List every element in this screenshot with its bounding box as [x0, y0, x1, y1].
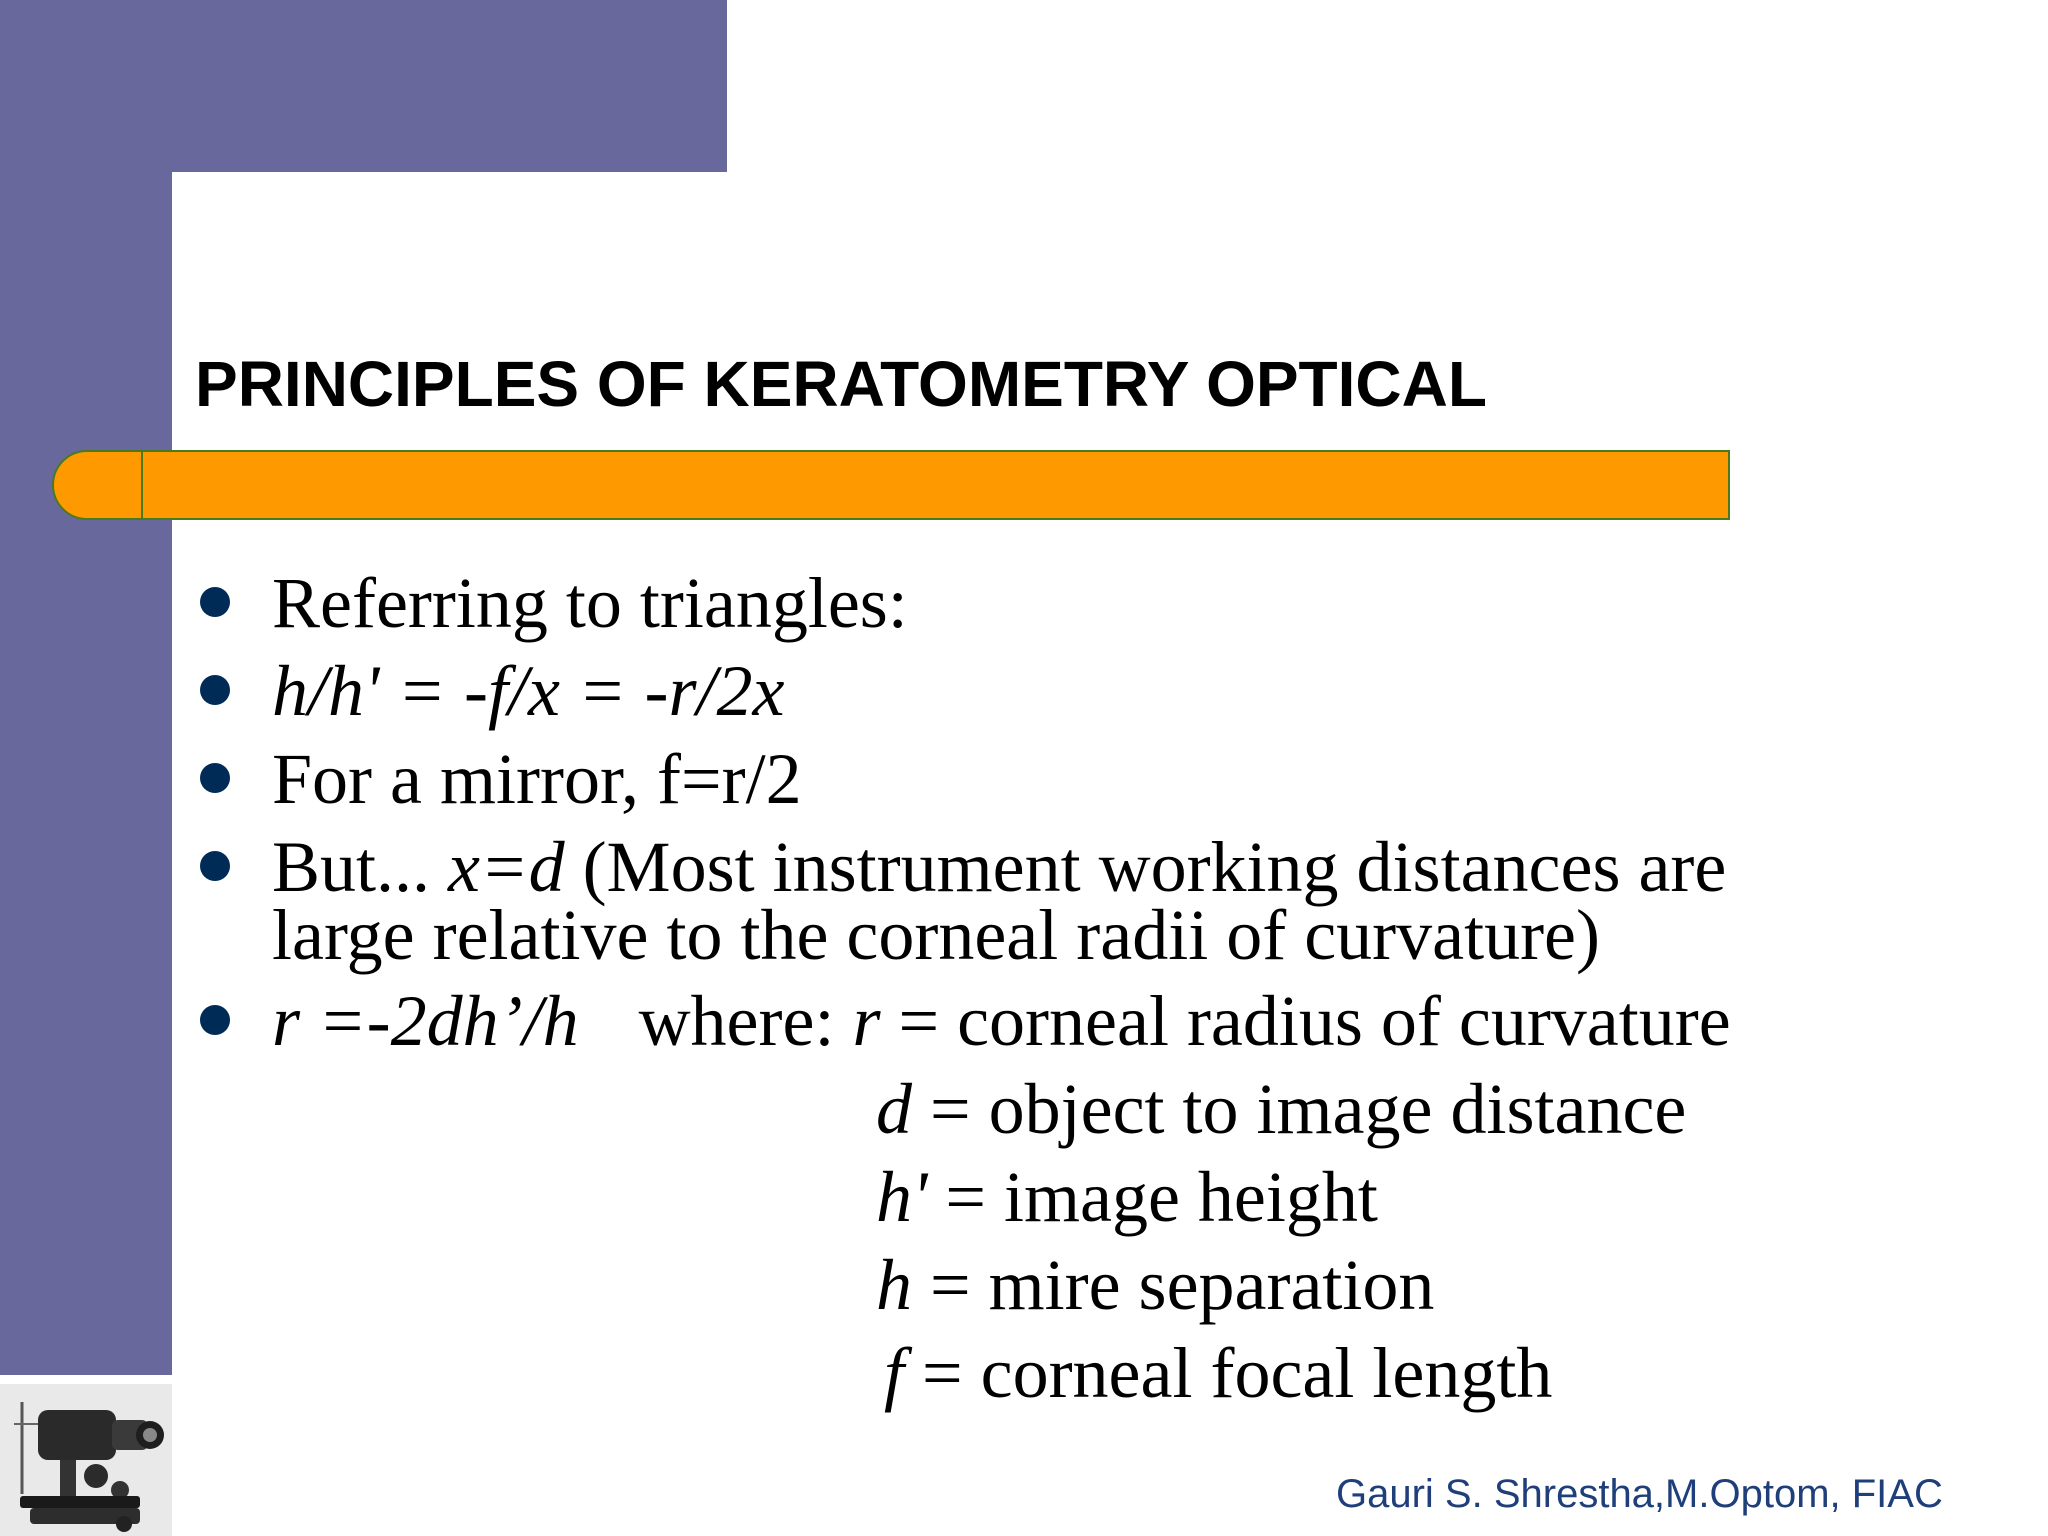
bullet-dot	[200, 1005, 230, 1035]
definition-var: h	[876, 1245, 912, 1325]
definition-var: d	[876, 1069, 912, 1149]
bullet-5-where: where:	[638, 981, 853, 1061]
definition-text: = object to image distance	[912, 1069, 1687, 1149]
keratometer-icon	[0, 1384, 172, 1536]
bullet-3-text: For a mirror, f=r/2	[272, 739, 802, 819]
bullet-1-text: Referring to triangles:	[272, 563, 908, 643]
bullet-dot	[200, 851, 230, 881]
bullet-5-formula: r =-2dh’/h	[272, 981, 579, 1061]
definition-var: h'	[876, 1157, 928, 1237]
definition-text: = corneal focal length	[904, 1333, 1553, 1413]
definition-line	[884, 1335, 1552, 1411]
bullet-4-rest: (Most instrument working distances are	[564, 827, 1727, 907]
bullet-4-italic: x=d	[448, 827, 565, 907]
bullet-text	[272, 741, 802, 817]
bullet-text	[272, 829, 1726, 905]
definition-text: = mire separation	[912, 1245, 1435, 1325]
definition-text: = image height	[927, 1157, 1378, 1237]
top-band	[0, 0, 727, 172]
definition-line	[876, 1071, 1686, 1147]
definition-var: f	[884, 1333, 905, 1413]
bullet-5-var: r	[852, 981, 881, 1061]
definition-line	[876, 1247, 1434, 1323]
definition-line	[876, 1159, 1378, 1235]
slide-title: PRINCIPLES OF KERATOMETRY OPTICAL	[195, 348, 1487, 420]
bullet-5-def: = corneal radius of curvature	[880, 981, 1731, 1061]
bar-divider	[141, 452, 143, 518]
content-corner	[172, 172, 732, 372]
footer-author: Gauri S. Shrestha,M.Optom, FIAC	[1336, 1472, 1943, 1516]
bullet-dot	[200, 587, 230, 617]
keratometer-photo	[0, 1384, 172, 1536]
title-underline-bar	[52, 450, 1730, 520]
bullet-text	[272, 653, 784, 729]
bullet-dot	[200, 675, 230, 705]
bullet-text	[272, 983, 1731, 1059]
side-band	[0, 0, 172, 1375]
bullet-2-formula: h/h' = -f/x = -r/2x	[272, 651, 785, 731]
bullet-4-prefix: But...	[272, 827, 449, 907]
bullet-text	[272, 565, 908, 641]
bullet-4-line2: large relative to the corneal radii of curvature)	[272, 895, 1600, 975]
bullet-dot	[200, 763, 230, 793]
